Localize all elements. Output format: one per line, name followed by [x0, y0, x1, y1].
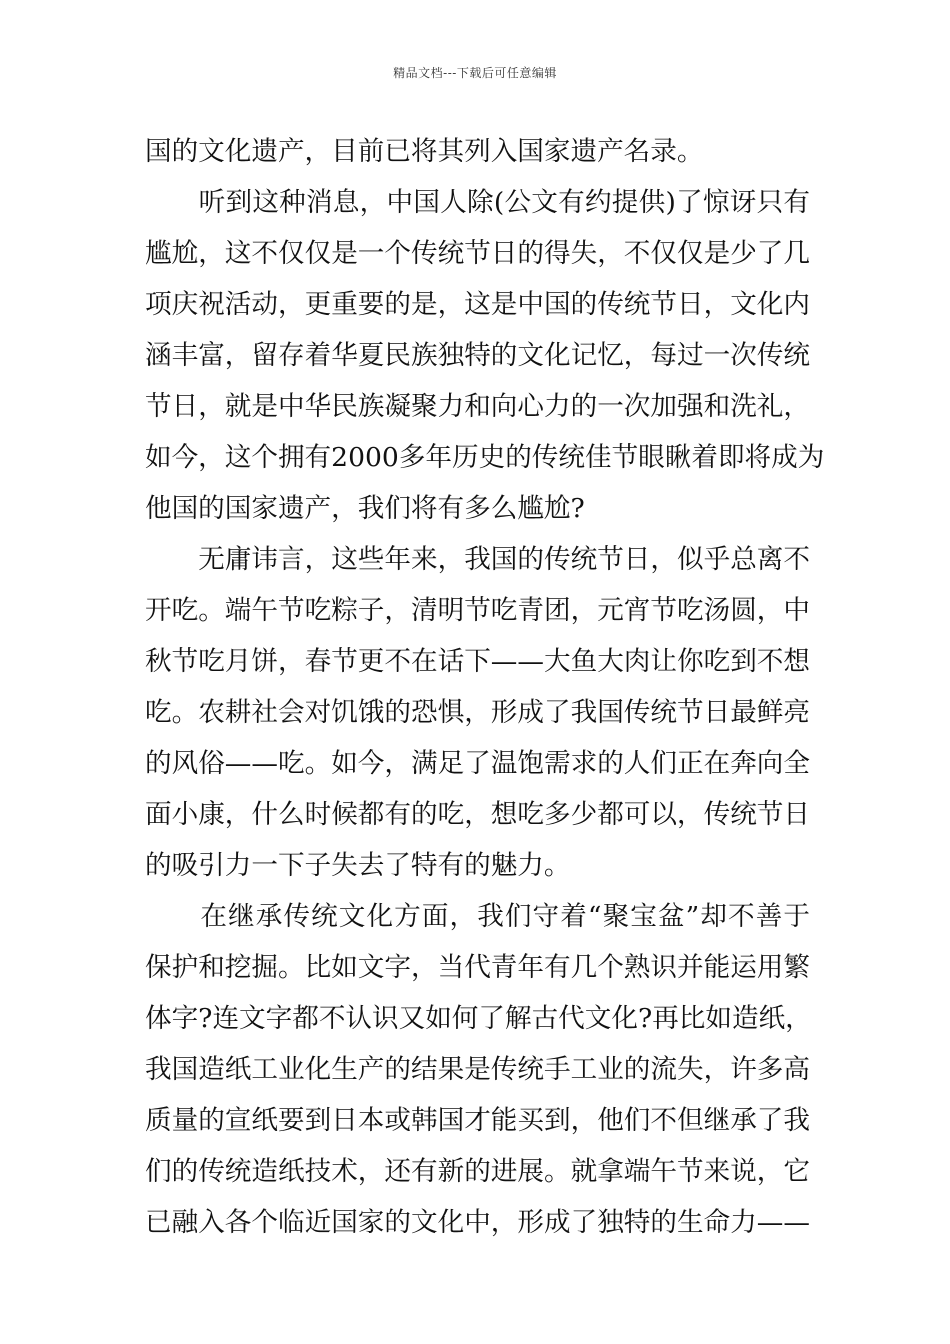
- text-line-20: 质量的宣纸要到日本或韩国才能买到，他们不但继承了我: [145, 1105, 810, 1136]
- text-line-1: 国的文化遗产，目前已将其列入国家遗产名录。: [145, 136, 704, 167]
- text-line-9: 无庸讳言，这些年来，我国的传统节日，似乎总离不: [145, 544, 810, 575]
- text-line-15: 的吸引力一下子失去了特有的魅力。: [145, 850, 571, 881]
- document-body: [145, 126, 825, 1248]
- text-line-7: 如今，这个拥有2000多年历史的传统佳节眼瞅着即将成为: [145, 442, 825, 473]
- text-line-3: 尴尬，这不仅仅是一个传统节日的得失，不仅仅是少了几: [145, 238, 810, 269]
- text-line-2: 听到这种消息，中国人除(公文有约提供)了惊讶只有: [145, 187, 810, 218]
- text-line-17: 保护和挖掘。比如文字，当代青年有几个熟识并能运用繁: [145, 952, 810, 983]
- text-line-16: 在继承传统文化方面，我们守着“聚宝盆”却不善于: [145, 901, 810, 932]
- text-line-14: 面小康，什么时候都有的吃，想吃多少都可以，传统节日: [145, 799, 810, 830]
- text-line-21: 们的传统造纸技术，还有新的进展。就拿端午节来说，它: [145, 1156, 810, 1187]
- text-line-22: 已融入各个临近国家的文化中，形成了独特的生命力——: [145, 1207, 810, 1238]
- text-line-18: 体字?连文字都不认识又如何了解古代文化?再比如造纸，: [145, 1003, 812, 1034]
- text-line-12: 吃。农耕社会对饥饿的恐惧，形成了我国传统节日最鲜亮: [145, 697, 810, 728]
- text-line-19: 我国造纸工业化生产的结果是传统手工业的流失，许多高: [145, 1054, 810, 1085]
- text-line-8: 他国的国家遗产，我们将有多么尴尬?: [145, 493, 585, 524]
- text-line-5: 涵丰富，留存着华夏民族独特的文化记忆，每过一次传统: [145, 340, 810, 371]
- text-line-6: 节日，就是中华民族凝聚力和向心力的一次加强和洗礼，: [145, 391, 810, 422]
- text-line-11: 秋节吃月饼，春节更不在话下——大鱼大肉让你吃到不想: [145, 646, 810, 677]
- text-line-13: 的风俗——吃。如今，满足了温饱需求的人们正在奔向全: [145, 748, 810, 779]
- page-header: 精品文档---下载后可任意编辑: [393, 66, 557, 80]
- text-line-10: 开吃。端午节吃粽子，清明节吃青团，元宵节吃汤圆，中: [145, 595, 810, 626]
- text-line-4: 项庆祝活动，更重要的是，这是中国的传统节日，文化内: [145, 289, 810, 320]
